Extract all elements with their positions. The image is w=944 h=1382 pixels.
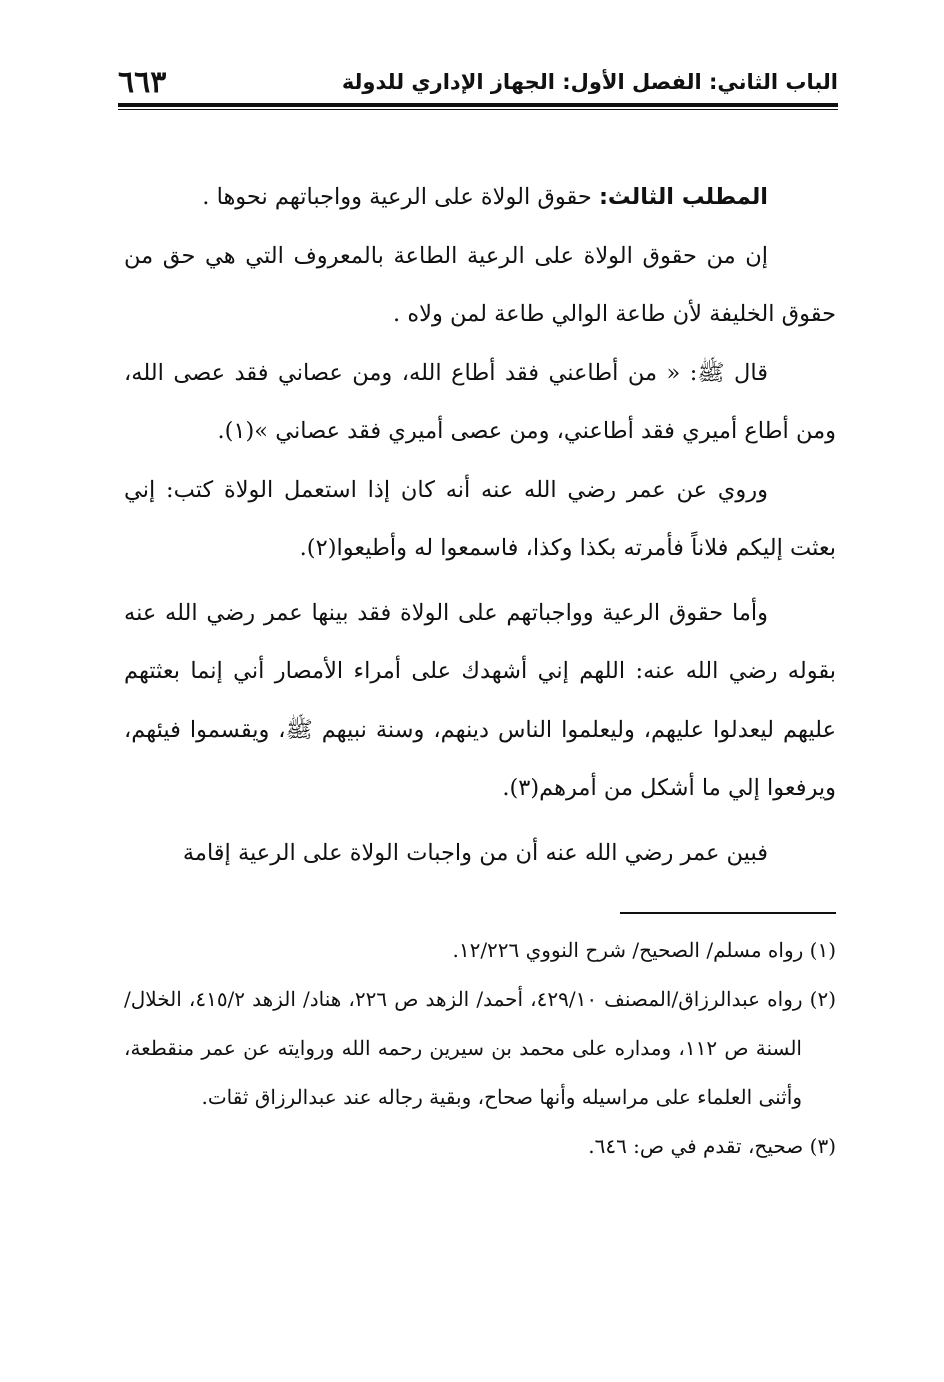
footnotes bbox=[124, 926, 836, 1171]
section-heading-title: حقوق الولاة على الرعية وواجباتهم نحوها . bbox=[202, 184, 592, 210]
header-divider bbox=[118, 103, 838, 110]
page-number: ٦٦٣ bbox=[118, 64, 167, 100]
section-heading bbox=[124, 168, 836, 227]
footnote: (٣) صحيح، تقدم في ص: ٦٤٦. bbox=[588, 1134, 836, 1158]
main-text bbox=[124, 168, 836, 882]
footnote: (٢) رواه عبدالرزاق/المصنف ٤٢٩/١٠، أحمد/ الزهد ص ٢٢٦، هناد/ الزهد ٤١٥/٢، الخلال/ السنة ص ١١٢، ومداره على محمد بن سيرين رحمه الله وروايته عن عمر منقطعة، وأثنى العلماء على مراسيله وأنها صحاح، وبقية رجاله عند عبدالرزاق ثقات. bbox=[124, 987, 837, 1109]
paragraph: وأما حقوق الرعية وواجباتهم على الولاة فقد بينها عمر رضي الله عنه بقوله رضي الله عنه: اللهم إني أشهدك على أمراء الأمصار أني إنما بعثتهم عليهم ليعدلوا عليهم، وليعلموا الناس دينهم، وسنة نبيهم ﷺ، ويقسموا فيئهم، ويرفعوا إلي ما أشكل من أمرهم(٣). bbox=[124, 599, 836, 801]
footnote-divider bbox=[620, 912, 836, 914]
paragraph: وروي عن عمر رضي الله عنه أنه كان إذا استعمل الولاة كتب: إني بعثت إليكم فلاناً فأمرته بكذا وكذا، فاسمعوا له وأطيعوا(٢). bbox=[124, 476, 836, 561]
page-header bbox=[118, 62, 838, 102]
paragraph: فبين عمر رضي الله عنه أن من واجبات الولاة على الرعية إقامة bbox=[182, 839, 768, 866]
paragraph: قال ﷺ: « من أطاعني فقد أطاع الله، ومن عصاني فقد عصى الله، ومن أطاع أميري فقد أطاعني، ومن عصى أميري فقد عصاني »(١). bbox=[124, 359, 836, 444]
running-title: الباب الثاني: الفصل الأول: الجهاز الإداري للدولة bbox=[341, 70, 838, 94]
section-heading-lead: المطلب الثالث: bbox=[598, 184, 768, 210]
paragraph: إن من حقوق الولاة على الرعية الطاعة بالمعروف التي هي حق من حقوق الخليفة لأن طاعة الوالي طاعة لمن ولاه . bbox=[124, 242, 836, 327]
footnote: (١) رواه مسلم/ الصحيح/ شرح النووي ١٢/٢٢٦. bbox=[452, 938, 836, 962]
